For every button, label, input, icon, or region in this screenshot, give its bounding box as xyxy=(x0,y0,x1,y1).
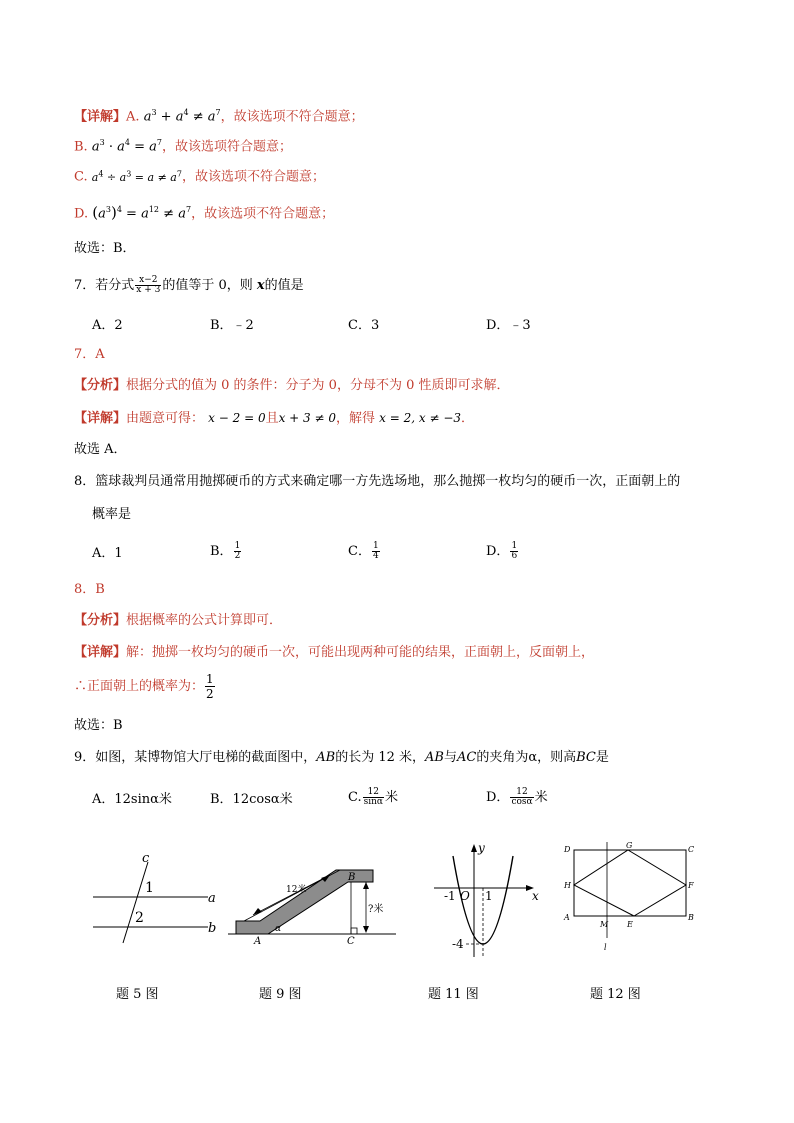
q7-option-a: A．2 xyxy=(92,318,123,333)
frac-den: sinα xyxy=(363,797,383,807)
q6-detail-a: 【详解】A. $a^3 + a^4 \ne a^7$，故该选项不符合题意； xyxy=(74,108,364,125)
fig11-label-neg1: -1 xyxy=(444,889,456,903)
q8-option-d xyxy=(486,540,519,561)
fig9-caption: 题 9 图 xyxy=(259,987,302,1002)
option-prefix: B. xyxy=(74,139,88,155)
fig11-label-neg4: -4 xyxy=(452,937,464,951)
figure-9 xyxy=(228,858,398,948)
stem-var: x xyxy=(256,278,265,293)
q8-option-c xyxy=(348,540,381,561)
detail-text: 解：抛掷一枚均匀的硬币一次，可能出现两种可能的结果，正面朝上，反面朝上， xyxy=(126,645,595,660)
fig5-label-c: c xyxy=(142,851,150,866)
frac-den: 6 xyxy=(511,551,518,561)
q8-option-b xyxy=(210,540,242,561)
fig11-label-1: 1 xyxy=(485,889,493,903)
q8-conclusion: 故选：B xyxy=(74,718,123,733)
detail-text: ，故该选项不符合题意； xyxy=(220,109,364,125)
frac-num: 1 xyxy=(372,541,379,551)
fig9-label-a: A xyxy=(254,936,262,947)
option-prefix: B． xyxy=(210,544,233,559)
analysis-text: 根据分式的值为 0 的条件：分子为 0，分母不为 0 性质即可求解． xyxy=(126,378,510,393)
result-fraction xyxy=(205,672,215,701)
option-fraction xyxy=(510,542,518,561)
figure-12 xyxy=(560,840,700,955)
detail-text: 且 xyxy=(265,411,279,426)
stem-text: 的长为 12 米， xyxy=(335,750,426,765)
q6-detail-d: D. $(a^3)^4 = a^{12} \ne a^7$，故该选项不符合题意； xyxy=(74,203,335,222)
option-unit: 米 xyxy=(534,790,548,805)
q9-option-b: B．12cosα米 xyxy=(210,792,293,807)
option-fraction xyxy=(372,542,380,561)
stem-text: 是 xyxy=(595,750,609,765)
fig9-label-c: C xyxy=(347,936,355,947)
fig12-label-f: F xyxy=(688,881,694,890)
detail-text: ，解得 xyxy=(336,411,376,426)
figure-11 xyxy=(426,842,544,960)
detail-tag: 【详解】 xyxy=(74,411,127,426)
frac-num: x−2 xyxy=(135,276,161,286)
fig11-caption: 题 11 图 xyxy=(428,987,479,1002)
frac-den: x + 3 xyxy=(136,285,161,295)
fig11-label-y: y xyxy=(478,842,485,855)
stem-text: 的值是 xyxy=(264,278,304,293)
option-prefix: C． xyxy=(348,544,371,559)
q8-analysis xyxy=(74,611,282,631)
analysis-tag: 【分析】 xyxy=(74,378,127,393)
fig9-label-height: ?米 xyxy=(368,904,384,915)
segment-label: AB xyxy=(425,750,444,765)
equation: x + 3 ≠ 0 xyxy=(278,411,336,425)
fig12-label-c: C xyxy=(688,845,695,854)
fig5-label-1: 1 xyxy=(145,880,154,896)
option-fraction xyxy=(363,788,384,807)
detail-text: ，故该选项符合题意； xyxy=(161,139,292,155)
frac-den: 4 xyxy=(372,551,379,561)
q7-option-c: C．3 xyxy=(348,318,380,333)
fig12-label-l: l xyxy=(604,943,607,952)
q7-conclusion: 故选 A． xyxy=(74,442,127,457)
stem-text: 9．如图，某博物馆大厅电梯的截面图中， xyxy=(74,750,317,765)
stem-text: 7．若分式 xyxy=(74,278,135,293)
q7-stem xyxy=(74,276,304,296)
q7-detail xyxy=(74,408,474,429)
detail-text: ，故该选项不符合题意； xyxy=(191,206,335,222)
fig9-label-alpha: α xyxy=(275,924,282,934)
q8-option-a: A．1 xyxy=(92,546,123,561)
stem-text: 的值等于 0，则 xyxy=(162,278,253,293)
frac-num: 12 xyxy=(510,788,533,798)
q8-result xyxy=(74,672,216,701)
fig12-label-m: M xyxy=(600,920,609,929)
frac-den: cosα xyxy=(511,797,533,807)
q9-option-d xyxy=(486,786,548,807)
stem-text: 与 xyxy=(444,750,458,765)
frac-num: 1 xyxy=(511,541,518,551)
segment-label: AB xyxy=(316,750,336,765)
q8-stem-line2: 概率是 xyxy=(92,507,132,522)
frac-den: 2 xyxy=(206,687,214,701)
segment-label: AC xyxy=(457,750,477,765)
detail-text: 由题意可得： xyxy=(126,411,205,426)
q7-analysis xyxy=(74,376,510,396)
detail-text: ． xyxy=(461,411,475,426)
fig12-label-g: G xyxy=(626,841,633,850)
q9-stem xyxy=(74,748,609,768)
detail-text: ，故该选项不符合题意； xyxy=(181,169,325,185)
q7-option-d: D．﹣3 xyxy=(486,318,531,333)
figure-5 xyxy=(90,850,220,950)
equation: x = 2, x ≠ −3 xyxy=(379,411,462,425)
q7-fraction xyxy=(135,276,161,295)
option-prefix: D． xyxy=(486,790,510,805)
fig5-label-b: b xyxy=(208,921,217,936)
option-unit: 米 xyxy=(385,790,399,805)
q7-option-b: B．﹣2 xyxy=(210,318,254,333)
fig9-label-b: B xyxy=(348,872,356,883)
result-text: ∴正面朝上的概率为： xyxy=(74,679,205,694)
fig11-label-x: x xyxy=(532,889,539,903)
detail-tag: 【详解】 xyxy=(74,109,127,125)
fig12-label-h: H xyxy=(564,881,571,890)
fig11-label-origin: O xyxy=(460,889,470,903)
fig5-caption: 题 5 图 xyxy=(116,987,159,1002)
q7-answer: 7．A xyxy=(74,347,105,362)
option-prefix: A. xyxy=(126,109,140,125)
option-fraction xyxy=(234,542,242,561)
q8-stem-line1: 8．篮球裁判员通常用抛掷硬币的方式来确定哪一方先选场地，那么抛掷一枚均匀的硬币一次，正面朝上的 xyxy=(74,474,681,489)
fig9-label-length: 12米 xyxy=(286,885,307,895)
frac-num: 1 xyxy=(234,541,241,551)
fig12-label-a: A xyxy=(564,913,570,922)
fig12-label-d: D xyxy=(564,845,571,854)
equation: x − 2 = 0 xyxy=(208,411,266,425)
fig12-label-b: B xyxy=(688,913,694,922)
q9-option-c xyxy=(348,786,398,807)
frac-num: 1 xyxy=(206,672,214,686)
analysis-tag: 【分析】 xyxy=(74,613,127,628)
q6-detail-c: C. $a^4 \div a^3 = a \ne a^7$，故该选项不符合题意； xyxy=(74,169,325,185)
detail-tag: 【详解】 xyxy=(74,645,127,660)
option-prefix: C. xyxy=(74,169,88,185)
q6-conclusion: 故选：B． xyxy=(74,241,136,256)
option-prefix: D. xyxy=(74,206,89,222)
fig12-caption: 题 12 图 xyxy=(590,987,641,1002)
option-prefix: D． xyxy=(486,544,510,559)
stem-text: 的夹角为α，则高 xyxy=(476,750,577,765)
option-prefix: C. xyxy=(348,790,362,805)
fig5-label-2: 2 xyxy=(135,910,144,926)
frac-num: 12 xyxy=(363,788,384,798)
fig5-label-a: a xyxy=(208,891,216,906)
segment-label: BC xyxy=(576,750,596,765)
option-fraction xyxy=(510,788,533,807)
q9-option-a: A．12sinα米 xyxy=(92,792,172,807)
q8-answer: 8．B xyxy=(74,582,105,597)
analysis-text: 根据概率的公式计算即可． xyxy=(126,613,283,628)
frac-den: 2 xyxy=(234,551,241,561)
q6-detail-b: B. $a^3 \cdot a^4 = a^7$，故该选项符合题意； xyxy=(74,138,292,155)
q8-detail xyxy=(74,643,594,663)
fig12-label-e: E xyxy=(627,920,633,929)
